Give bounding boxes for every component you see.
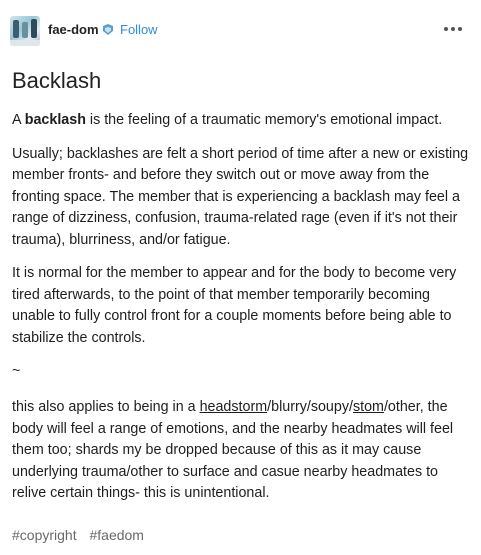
link-stom[interactable]: stom (352, 399, 384, 415)
tag-faedom[interactable]: #faedom (89, 527, 144, 543)
more-options-icon[interactable] (442, 21, 464, 35)
tag-list (12, 527, 153, 543)
blog-badge-icon (101, 23, 115, 36)
separator: ~ (12, 363, 21, 379)
post-header (0, 0, 481, 60)
follow-button[interactable]: Follow (120, 22, 158, 37)
tag-copyright[interactable]: #copyright (12, 527, 77, 543)
paragraph-headstorm: this also applies to being in a headstorm/blurry/soupy/stom/other, the body will feel a range of emotions, and the nearby headmates will feel them too; shards my be dropped because of this as it may cause underlying trauma/other to surface and casue nearby headmates to relive certain things- this is unintentional. (12, 399, 454, 501)
paragraph-definition: A backlash is the feeling of a traumatic memory's emotional impact. (12, 112, 443, 128)
blog-name[interactable]: fae-dom (48, 22, 99, 37)
link-headstorm[interactable]: headstorm (199, 399, 268, 415)
post-title: Backlash (12, 68, 102, 93)
paragraph-normal: It is normal for the member to appear and for the body to become very tired afterwards, to the point of that member temporarily becoming unable to fully control front for a couple moments before being able to stabilize the controls. (12, 265, 457, 346)
paragraph-usually: Usually; backlashes are felt a short period of time after a new or existing member fronts- and before they switch out or move away from the fronting space. The member that is experiencing a backlash may feel a range of dizziness, confusion, trauma-related rage (even if it's not their trauma), blurriness, and/or fatigue. (12, 145, 469, 248)
post-body (12, 66, 472, 517)
term-backlash: backlash (24, 112, 86, 128)
blog-avatar[interactable] (10, 16, 40, 46)
